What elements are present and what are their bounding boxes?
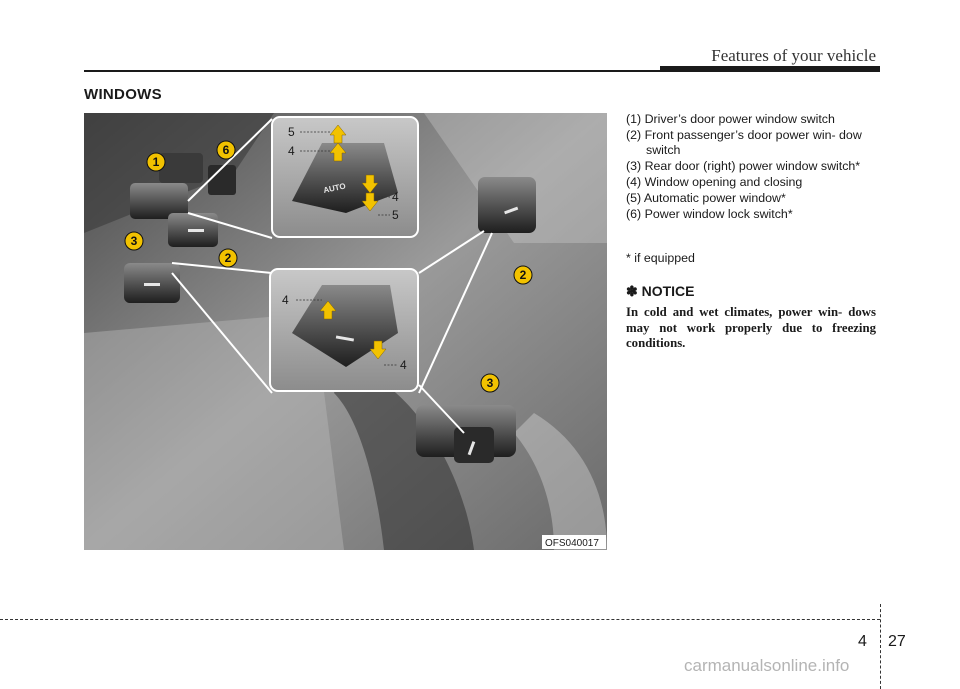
passenger-switch xyxy=(478,177,536,233)
svg-text:3: 3 xyxy=(130,234,138,248)
header-rule xyxy=(84,70,880,72)
callout-circle-1 xyxy=(147,153,165,171)
caption-list xyxy=(626,112,886,223)
caption-item: (4) Window opening and closing xyxy=(626,175,803,189)
caption-item: (6) Power window lock switch* xyxy=(626,207,793,221)
caption-item: (5) Automatic power window* xyxy=(626,191,786,205)
svg-text:6: 6 xyxy=(222,143,230,157)
window-switch-figure xyxy=(84,113,607,550)
page-section-number: 4 xyxy=(858,633,867,650)
svg-text:1: 1 xyxy=(152,155,160,169)
callout-4-left: 4 xyxy=(282,293,289,307)
footer-divider xyxy=(880,604,881,689)
callout-5-right: 5 xyxy=(392,208,399,222)
watermark: carmanualsonline.info xyxy=(684,656,850,675)
callout-circle-6 xyxy=(217,141,235,159)
callout-circle-3 xyxy=(125,232,143,250)
callout-circle-2-right xyxy=(514,266,532,284)
svg-text:2: 2 xyxy=(224,251,232,265)
callout-4-bottom: 4 xyxy=(400,358,407,372)
callout-4-right: 4 xyxy=(392,190,399,204)
callout-circle-3-right xyxy=(481,374,499,392)
auto-switch-zoom xyxy=(272,117,418,237)
footnote: * if equipped xyxy=(626,251,695,265)
footer-rule xyxy=(0,619,880,620)
callout-4-top: 4 xyxy=(288,144,295,158)
callout-5-top: 5 xyxy=(288,125,295,139)
chapter-title: Features of your vehicle xyxy=(711,46,876,65)
caption-item: (2) Front passenger’s door power win- dow switch xyxy=(626,128,862,157)
notice-text: In cold and wet climates, power win- dows may not work properly due to freezing conditions. xyxy=(626,305,876,350)
section-title: WINDOWS xyxy=(84,86,162,103)
svg-text:2: 2 xyxy=(519,268,527,282)
rear-switch xyxy=(416,405,516,463)
page-number: 27 xyxy=(888,633,906,650)
figure-code: OFS040017 xyxy=(545,538,599,549)
caption-item: (1) Driver’s door power window switch xyxy=(626,112,835,126)
manual-switch-zoom xyxy=(270,269,418,391)
notice-title: ✽ NOTICE xyxy=(626,283,695,299)
auto-label: AUTO xyxy=(322,181,347,195)
caption-item: (3) Rear door (right) power window switch* xyxy=(626,159,861,173)
callout-circle-2 xyxy=(219,249,237,267)
svg-text:3: 3 xyxy=(486,376,494,390)
